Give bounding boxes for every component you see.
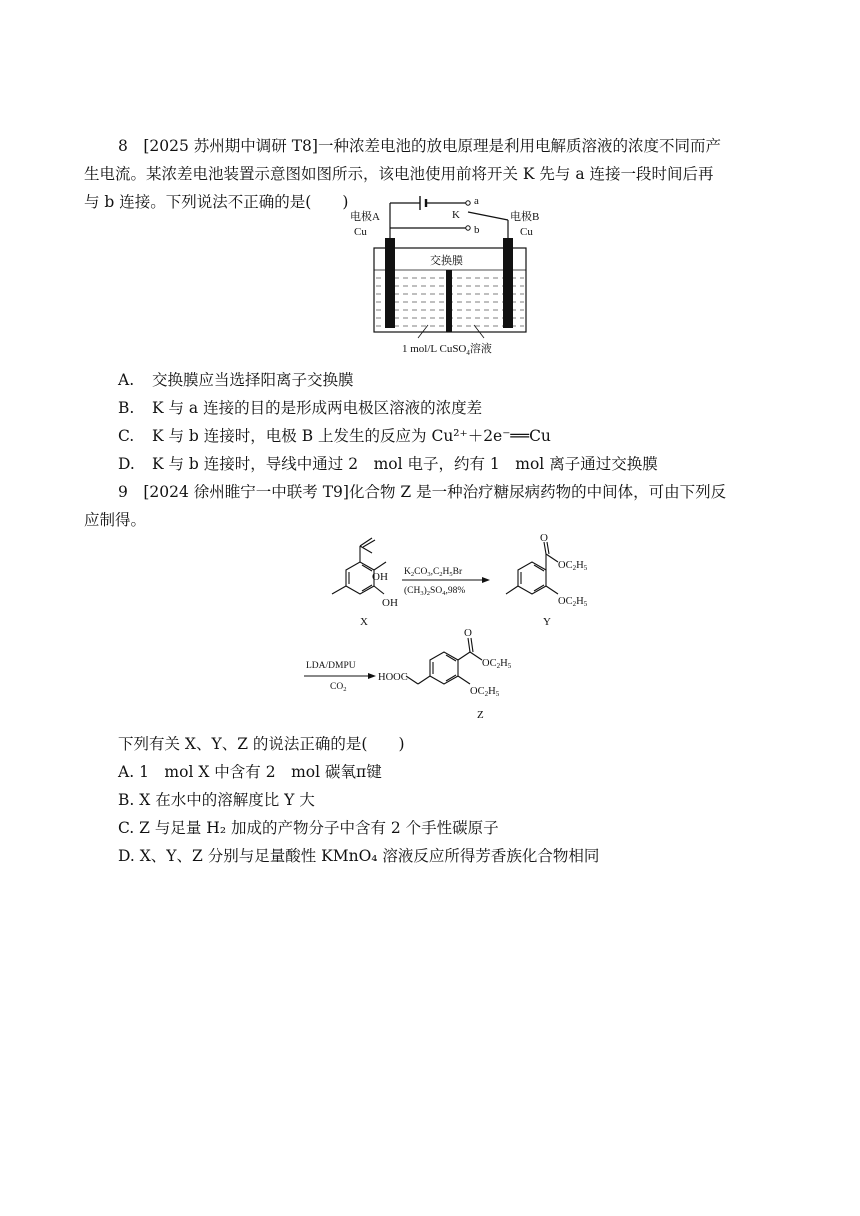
compound-z-structure xyxy=(406,638,482,684)
reagent-1-bottom: $(CH_3)_2SO_4,98\%$ xyxy=(404,586,466,597)
y-ester-oet: OC2H5 xyxy=(558,560,588,572)
q8-option-a[interactable]: A. 交换膜应当选择阳离子交换膜 xyxy=(118,371,354,389)
q9-stem-line-1: 9 [2024 徐州睢宁一中联考 T9]化合物 Z 是一种治疗糖尿病药物的中间体，可由下列反 xyxy=(118,483,727,501)
q9-stem-line-2: 应制得。 xyxy=(84,511,147,529)
compound-y-structure xyxy=(506,542,558,594)
q9-question: 下列有关 X、Y、Z 的说法正确的是( ) xyxy=(118,735,405,753)
q8-stem-line-3: 与 b 连接。下列说法不正确的是( ) xyxy=(84,193,349,211)
q9-stem xyxy=(84,478,776,534)
q8-stem-line-2: 生电流。某浓差电池装置示意图如图所示，该电池使用前将开关 K 先与 a 连接一段时间后再 xyxy=(84,165,714,183)
electrode-b-metal: Cu xyxy=(520,226,533,238)
compound-x-structure xyxy=(332,538,386,594)
switch-blade-icon xyxy=(468,212,508,220)
electrode-a-metal: Cu xyxy=(354,226,367,238)
q8-option-c[interactable]: C. K 与 b 连接时，电极 B 上发生的反应为 Cu²⁺＋2e⁻══Cu xyxy=(118,427,551,445)
q8-option-b[interactable]: B. K 与 a 连接的目的是形成两电极区溶液的浓度差 xyxy=(118,399,483,417)
electrode-a-label: 电极A xyxy=(350,211,380,223)
contact-b-label: b xyxy=(474,224,480,236)
q9-option-b[interactable]: B. X 在水中的溶解度比 Y 大 xyxy=(118,791,315,809)
x-oh-acid: OH xyxy=(372,571,388,583)
q8-stem-line-1: 8 [2025 苏州期中调研 T8]一种浓差电池的放电原理是利用电解质溶液的浓度不同而产 xyxy=(118,137,721,155)
z-label: Z xyxy=(477,709,484,721)
z-ester-oet: OC2H5 xyxy=(482,658,512,670)
y-label: Y xyxy=(543,616,551,628)
reagent-1-top: $K_2CO_3,C_2H_5Br$ xyxy=(404,567,463,578)
y-ether-oet: OC2H5 xyxy=(558,596,588,608)
z-ether-oet: OC2H5 xyxy=(470,686,500,698)
electrode-b-rod xyxy=(503,238,513,328)
electrode-a-rod xyxy=(385,238,395,328)
reagent-2-top: LDA/DMPU xyxy=(306,661,356,671)
concentration-cell-diagram xyxy=(348,190,548,360)
solution-label: 1 mol/L CuSO$_4$溶液 xyxy=(402,343,492,357)
reaction-scheme xyxy=(296,532,606,727)
z-carbonyl-o: O xyxy=(464,627,472,639)
q9-option-d[interactable]: D. X、Y、Z 分别与足量酸性 KMnO₄ 溶液反应所得芳香族化合物相同 xyxy=(118,847,600,865)
contact-a-label: a xyxy=(474,195,479,207)
reagent-2-bottom: $CO_2$ xyxy=(330,682,347,693)
x-oh-phenol: OH xyxy=(382,597,398,609)
electrode-b-label: 电极B xyxy=(510,211,540,223)
exchange-membrane xyxy=(446,270,452,332)
q8-option-d[interactable]: D. K 与 b 连接时，导线中通过 2 mol 电子，约有 1 mol 离子通过交换膜 xyxy=(118,455,658,473)
z-hooc: HOOC xyxy=(378,672,408,683)
q9-option-a[interactable]: A. 1 mol X 中含有 2 mol 碳氧π键 xyxy=(118,763,382,781)
y-carbonyl-o: O xyxy=(540,532,548,544)
membrane-label: 交换膜 xyxy=(430,255,463,267)
q9-option-c[interactable]: C. Z 与足量 H₂ 加成的产物分子中含有 2 个手性碳原子 xyxy=(118,819,499,837)
switch-k-label: K xyxy=(452,209,460,221)
x-label: X xyxy=(360,616,368,628)
